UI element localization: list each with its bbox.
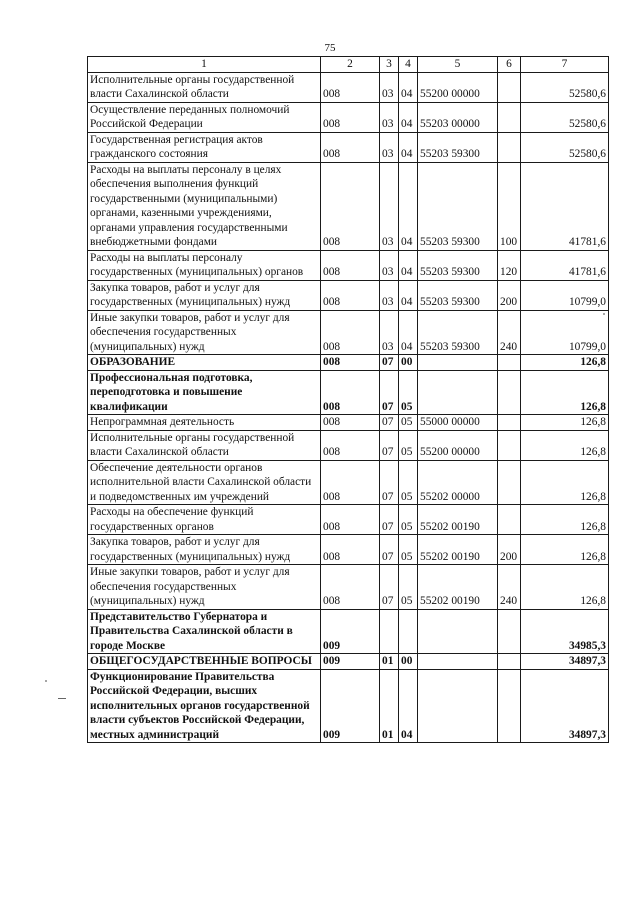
row-type-cell: 200	[498, 535, 521, 565]
table-row	[88, 310, 609, 355]
row-section-cell: 03	[380, 132, 399, 162]
row-name-cell: Непрограммная деятельность	[88, 415, 321, 431]
row-name-cell: ОБРАЗОВАНИЕ	[88, 355, 321, 371]
row-amount-cell: 126,8	[521, 430, 609, 460]
row-amount-cell: 52580,6	[521, 102, 609, 132]
row-section-cell: 07	[380, 565, 399, 610]
row-amount-cell: 126,8	[521, 535, 609, 565]
row-amount-cell: 34897,3	[521, 669, 609, 743]
table-row	[88, 370, 609, 415]
table-body	[88, 72, 609, 743]
table-row	[88, 654, 609, 670]
row-name-cell: Осуществление переданных полномочий Российской Федерации	[88, 102, 321, 132]
row-article-cell: 55202 00190	[418, 535, 498, 565]
row-amount-cell: 126,8	[521, 460, 609, 505]
table-header	[88, 57, 609, 73]
row-type-cell	[498, 355, 521, 371]
row-amount-cell: 126,8	[521, 415, 609, 431]
row-name-cell: Государственная регистрация актов гражданского состояния	[88, 132, 321, 162]
row-code-cell: 008	[321, 460, 380, 505]
row-name-cell: Исполнительные органы государственной власти Сахалинской области	[88, 72, 321, 102]
row-subsection-cell: 04	[399, 132, 418, 162]
row-section-cell: 03	[380, 280, 399, 310]
row-name-cell: Расходы на выплаты персоналу государственных (муниципальных) органов	[88, 250, 321, 280]
row-code-cell: 008	[321, 72, 380, 102]
table-row	[88, 162, 609, 250]
row-type-cell	[498, 415, 521, 431]
row-amount-cell: 126,8	[521, 355, 609, 371]
row-code-cell: 008	[321, 310, 380, 355]
row-code-cell: 009	[321, 669, 380, 743]
table-row	[88, 535, 609, 565]
row-amount-cell: 126,8	[521, 505, 609, 535]
row-amount-cell: 41781,6	[521, 162, 609, 250]
row-amount-cell: 52580,6	[521, 132, 609, 162]
row-name-cell: Представительство Губернатора и Правительства Сахалинской области в городе Москве	[88, 609, 321, 654]
row-type-cell	[498, 132, 521, 162]
header-cell-2: 2	[321, 57, 380, 73]
row-section-cell: 07	[380, 460, 399, 505]
row-name-cell: Иные закупки товаров, работ и услуг для обеспечения государственных (муниципальных) нужд	[88, 310, 321, 355]
row-section-cell: 03	[380, 72, 399, 102]
row-type-cell: 200	[498, 280, 521, 310]
row-section-cell: 07	[380, 535, 399, 565]
row-subsection-cell: 05	[399, 370, 418, 415]
row-code-cell: 009	[321, 654, 380, 670]
table-row	[88, 460, 609, 505]
row-subsection-cell: 05	[399, 535, 418, 565]
row-name-cell: Закупка товаров, работ и услуг для государственных (муниципальных) нужд	[88, 280, 321, 310]
row-article-cell	[418, 370, 498, 415]
row-article-cell: 55203 00000	[418, 102, 498, 132]
row-type-cell	[498, 460, 521, 505]
table-row	[88, 250, 609, 280]
table-row	[88, 355, 609, 371]
row-code-cell: 008	[321, 162, 380, 250]
row-type-cell	[498, 669, 521, 743]
header-row	[88, 57, 609, 73]
row-subsection-cell: 04	[399, 250, 418, 280]
row-subsection-cell	[399, 609, 418, 654]
row-article-cell: 55200 00000	[418, 72, 498, 102]
row-amount-cell: 10799,0	[521, 280, 609, 310]
row-code-cell: 008	[321, 132, 380, 162]
row-amount-cell: 10799,0	[521, 310, 609, 355]
row-code-cell: 008	[321, 565, 380, 610]
row-type-cell: 100	[498, 162, 521, 250]
row-subsection-cell: 05	[399, 565, 418, 610]
row-article-cell: 55200 00000	[418, 430, 498, 460]
row-section-cell: 07	[380, 370, 399, 415]
table-row	[88, 505, 609, 535]
row-subsection-cell: 04	[399, 280, 418, 310]
row-subsection-cell: 04	[399, 72, 418, 102]
table-row	[88, 102, 609, 132]
header-cell-7: 7	[521, 57, 609, 73]
row-section-cell: 07	[380, 505, 399, 535]
table-row	[88, 72, 609, 102]
row-section-cell: 01	[380, 654, 399, 670]
row-code-cell: 008	[321, 355, 380, 371]
header-cell-1: 1	[88, 57, 321, 73]
row-type-cell	[498, 654, 521, 670]
row-section-cell: 07	[380, 355, 399, 371]
row-amount-cell: 34897,3	[521, 654, 609, 670]
row-code-cell: 008	[321, 505, 380, 535]
row-type-cell	[498, 430, 521, 460]
row-article-cell	[418, 669, 498, 743]
row-name-cell: Расходы на выплаты персоналу в целях обеспечения выполнения функций государственными (муниципальными) органами, казенными учреждениями, органами управления государственными внебюджетными фондами	[88, 162, 321, 250]
row-subsection-cell: 05	[399, 460, 418, 505]
row-type-cell	[498, 370, 521, 415]
row-code-cell: 008	[321, 250, 380, 280]
header-cell-3: 3	[380, 57, 399, 73]
table-row	[88, 430, 609, 460]
row-article-cell: 55203 59300	[418, 132, 498, 162]
row-subsection-cell: 00	[399, 654, 418, 670]
header-cell-5: 5	[418, 57, 498, 73]
row-type-cell	[498, 72, 521, 102]
row-subsection-cell: 04	[399, 102, 418, 132]
row-section-cell: 03	[380, 310, 399, 355]
row-name-cell: Профессиональная подготовка, переподготовка и повышение квалификации	[88, 370, 321, 415]
row-name-cell: Иные закупки товаров, работ и услуг для обеспечения государственных (муниципальных) нужд	[88, 565, 321, 610]
row-subsection-cell: 04	[399, 669, 418, 743]
row-amount-cell: 34985,3	[521, 609, 609, 654]
row-code-cell: 009	[321, 609, 380, 654]
row-type-cell: 240	[498, 565, 521, 610]
scan-dot	[603, 313, 605, 315]
row-subsection-cell: 04	[399, 162, 418, 250]
row-subsection-cell: 00	[399, 355, 418, 371]
budget-table	[87, 56, 609, 743]
row-type-cell	[498, 505, 521, 535]
header-cell-4: 4	[399, 57, 418, 73]
row-name-cell: Обеспечение деятельности органов исполнительной власти Сахалинской области и подведомственных им учреждений	[88, 460, 321, 505]
row-article-cell: 55203 59300	[418, 280, 498, 310]
row-name-cell: Функционирование Правительства Российской Федерации, высших исполнительных органов государственной власти субъектов Российской Федерации, местных администраций	[88, 669, 321, 743]
row-name-cell: Исполнительные органы государственной власти Сахалинской области	[88, 430, 321, 460]
row-article-cell: 55202 00190	[418, 505, 498, 535]
row-section-cell: 03	[380, 162, 399, 250]
row-article-cell: 55202 00000	[418, 460, 498, 505]
row-section-cell	[380, 609, 399, 654]
table-row	[88, 565, 609, 610]
row-amount-cell: 126,8	[521, 565, 609, 610]
row-type-cell: 240	[498, 310, 521, 355]
row-amount-cell: 126,8	[521, 370, 609, 415]
row-name-cell: ОБЩЕГОСУДАРСТВЕННЫЕ ВОПРОСЫ	[88, 654, 321, 670]
row-section-cell: 03	[380, 102, 399, 132]
row-code-cell: 008	[321, 102, 380, 132]
table-row	[88, 609, 609, 654]
scan-dot	[45, 680, 47, 682]
row-code-cell: 008	[321, 535, 380, 565]
row-article-cell	[418, 609, 498, 654]
row-article-cell	[418, 355, 498, 371]
row-amount-cell: 41781,6	[521, 250, 609, 280]
row-name-cell: Закупка товаров, работ и услуг для государственных (муниципальных) нужд	[88, 535, 321, 565]
row-article-cell: 55203 59300	[418, 250, 498, 280]
header-cell-6: 6	[498, 57, 521, 73]
row-code-cell: 008	[321, 280, 380, 310]
page-number: 75	[324, 42, 336, 54]
table-row	[88, 280, 609, 310]
row-section-cell: 07	[380, 415, 399, 431]
row-subsection-cell: 05	[399, 415, 418, 431]
scan-mark	[58, 698, 66, 699]
table-row	[88, 415, 609, 431]
row-article-cell: 55203 59300	[418, 162, 498, 250]
row-subsection-cell: 05	[399, 505, 418, 535]
row-subsection-cell: 05	[399, 430, 418, 460]
row-section-cell: 03	[380, 250, 399, 280]
row-section-cell: 07	[380, 430, 399, 460]
row-code-cell: 008	[321, 430, 380, 460]
row-article-cell: 55000 00000	[418, 415, 498, 431]
row-code-cell: 008	[321, 415, 380, 431]
row-type-cell	[498, 102, 521, 132]
row-subsection-cell: 04	[399, 310, 418, 355]
row-section-cell: 01	[380, 669, 399, 743]
table-row	[88, 669, 609, 743]
row-type-cell	[498, 609, 521, 654]
row-article-cell: 55203 59300	[418, 310, 498, 355]
row-article-cell	[418, 654, 498, 670]
row-amount-cell: 52580,6	[521, 72, 609, 102]
table-row	[88, 132, 609, 162]
row-article-cell: 55202 00190	[418, 565, 498, 610]
row-code-cell: 008	[321, 370, 380, 415]
row-type-cell: 120	[498, 250, 521, 280]
row-name-cell: Расходы на обеспечение функций государственных органов	[88, 505, 321, 535]
